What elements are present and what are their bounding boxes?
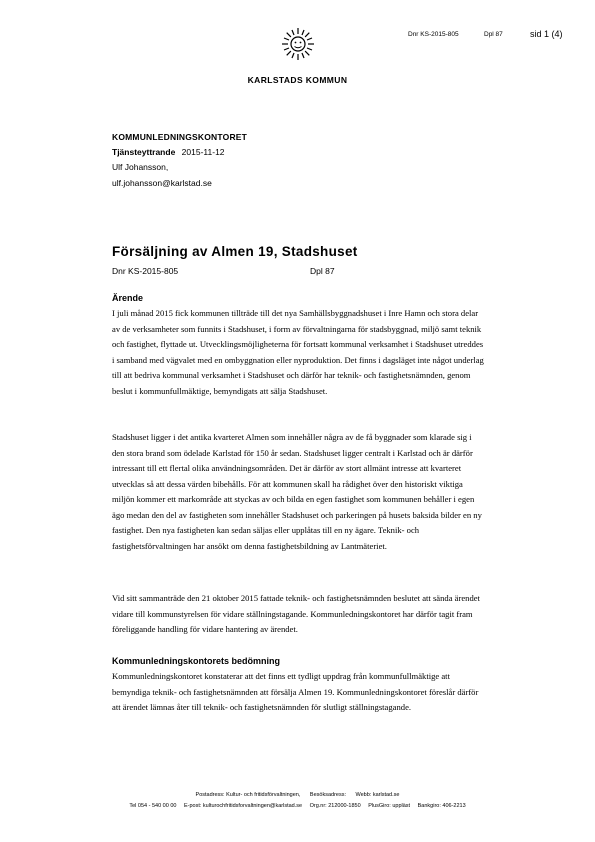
section-heading-arende: Ärende bbox=[112, 293, 144, 303]
section-heading-bedomning: Kommunledningskontorets bedömning bbox=[112, 656, 280, 666]
author-name: Ulf Johansson, bbox=[112, 162, 169, 172]
memo-label: Tjänsteyttrande bbox=[112, 147, 176, 157]
footer-orgnr: Org.nr: 212000-1850 bbox=[309, 803, 361, 809]
document-title: Försäljning av Almen 19, Stadshuset bbox=[112, 244, 358, 259]
author-email: ulf.johansson@karlstad.se bbox=[112, 178, 212, 188]
page-number: sid 1 (4) bbox=[530, 29, 563, 39]
footer-email: E-post: kulturochfritidsforvaltningen@karlstad.se bbox=[183, 803, 303, 809]
footer-contact-line bbox=[0, 803, 595, 809]
organization-name: KARLSTADS KOMMUN bbox=[247, 75, 348, 85]
body-paragraph: Stadshuset ligger i det antika kvarteret Almen som innehåller några av de få byggnader som klarade sig i den stora brand som ödelade Karlstad för 150 år sedan. Stadshuset ligger centralt i Karlstad och är därför intressant till ett flertal olika användningsområden. Det är därför av stort allmänt intresse att kvarteret utvecklas så att dessa värden bibehålls. För att kommunen skall ha rådighet över den historiskt viktiga miljön kommer ett markområde att styckas av och bilda en egen fastighet som kommunen behåller i egen ägo medan den del av fastigheten som innehåller Stadshuset och parkeringen på husets baksida bilder en ny fastighet. Den nya fastigheten kan sedan säljas eller upplåtas till en ny ägare. Teknik- och fastighetsförvaltningen har ansökt om denna fastighetsbildning av Lantmäteriet. bbox=[112, 432, 482, 551]
header-dnr: Dnr KS-2015-805 bbox=[408, 31, 459, 38]
municipality-sun-logo-icon bbox=[278, 26, 318, 66]
footer-plusgiro: PlusGiro: uppläst bbox=[368, 803, 411, 809]
footer-postal: Postadress: Kultur- och fritidsförvaltningen, bbox=[195, 792, 301, 798]
body-paragraph: Kommunledningskontoret konstaterar att det finns ett tydligt uppdrag från kommunfullmäktige att bemyndiga teknik- och fastighetsnämnden att försälja Almen 19. Kommunledningskontoret föreslår därför att ärendet lämnas åter till teknik- och fastighetsnämnden för slutligt ställningstagande. bbox=[112, 671, 479, 712]
document-plan-number: Dpl 87 bbox=[310, 266, 335, 276]
footer-bankgiro: Bankgiro: 406-2213 bbox=[417, 803, 466, 809]
footer-web: Webb: karlstad.se bbox=[355, 792, 400, 798]
body-paragraph: I juli månad 2015 fick kommunen tillträde till det nya Samhällsbyggnadshuset i Inre Hamn och stora delar av de verksamheter som funnits i Stadshuset, i form av förvaltningarna för stadsbyggnad, miljö samt teknik och fastighet, flyttade ut. Utvecklingsmöjligheterna för fortsatt kommunal verksamhet i Stadshuset utreddes i samband med vägvalet med en ombyggnation eller nyproduktion. Det finns i dagsläget inte något underlag till att bedriva kommunal verksamhet i Stadshuset och därför har teknik- och fastighetsnämnden, genom beslut i kommunfullmäktige, bemyndigats att sälja Stadshuset. bbox=[112, 308, 484, 396]
footer-phone: Tel 054 - 540 00 00 bbox=[129, 803, 177, 809]
footer-address-line bbox=[0, 792, 595, 798]
body-paragraph: Vid sitt sammanträde den 21 oktober 2015 fattade teknik- och fastighetsnämnden beslutet att sända ärendet vidare till kommunstyrelsen för vidare ställningstagande. Kommunledningskontoret har därför tagit fram föreliggande handling för vidare hantering av ärendet. bbox=[112, 593, 480, 634]
memo-date: 2015-11-12 bbox=[181, 147, 225, 157]
department-name: KOMMUNLEDNINGSKONTORET bbox=[112, 132, 248, 142]
memo-line bbox=[112, 147, 225, 157]
header-dpl: Dpl 87 bbox=[484, 31, 503, 38]
diary-number: Dnr KS-2015-805 bbox=[112, 266, 179, 276]
footer-visit: Besöksadress: bbox=[309, 792, 346, 798]
